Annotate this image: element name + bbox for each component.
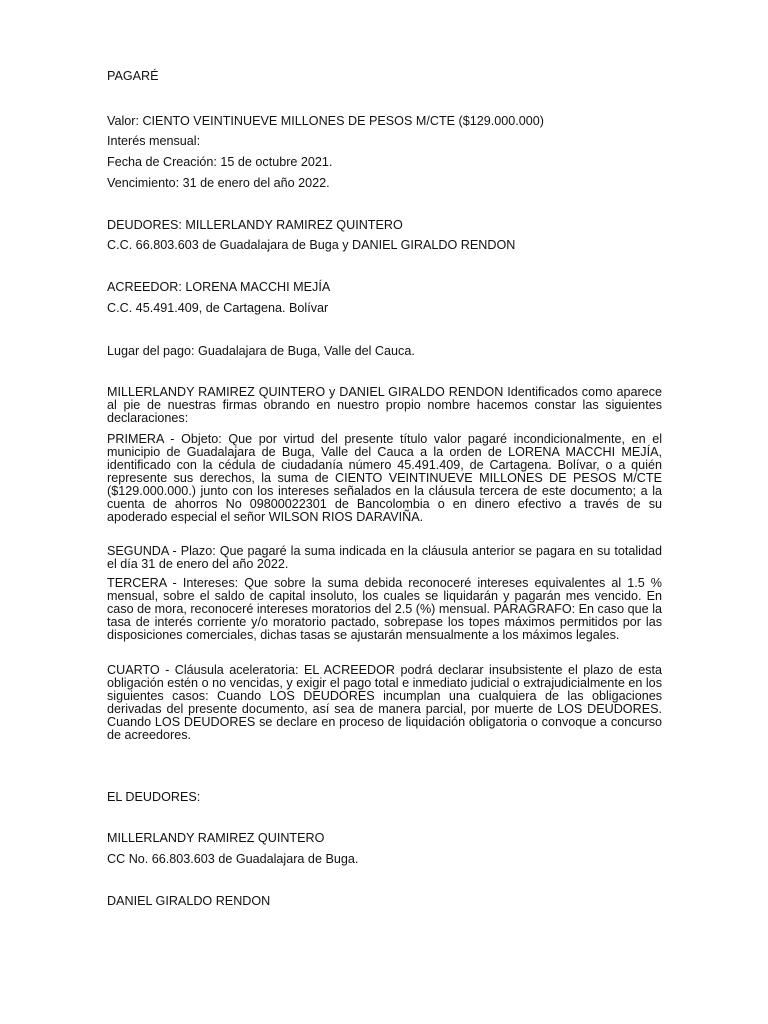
deudores-line: DEUDORES: MILLERLANDY RAMIREZ QUINTERO <box>107 218 403 232</box>
vencimiento-line: Vencimiento: 31 de enero del año 2022. <box>107 176 330 190</box>
clause-segunda: SEGUNDA - Plazo: Que pagaré la suma indicada en la cláusula anterior se pagara en su totalidad el día 31 de enero del año 2022. <box>107 544 662 571</box>
acreedor-line: ACREEDOR: LORENA MACCHI MEJÍA <box>107 280 331 294</box>
clause-tercera: TERCERA - Intereses: Que sobre la suma debida reconoceré intereses equivalentes al 1.5 % mensual, sobre el saldo de capital insoluto, los cuales se liquidarán y pagarán mes vencido. En caso de mora, reconoceré intereses moratorios del 2.5 (%) mensual. PARAGRAFO: En caso que la tasa de interés corriente y/o moratorio pactado, sobrepase los topes máximos permitidos por las disposiciones comerciales, dichas tasas se ajustarán mensualmente a los máximos legales. <box>107 576 662 642</box>
clause-primera: PRIMERA - Objeto: Que por virtud del presente título valor pagaré incondicionalmente, en el municipio de Guadalajara de Buga, Valle del Cauca a la orden de LORENA MACCHI MEJÍA, identificado con la cédula de ciudadanía número 45.491.409, de Cartagena. Bolívar, o a quién represente sus derechos, la suma de CIENTO VEINTINUEVE MILLONES DE PESOS M/CTE ($129.000.000.) junto con los intereses señalados en la cláusula tercera de este documento; a la cuenta de ahorros No 09800022301 de Bancolombia o en dinero efectivo a través de su apoderado especial el señor WILSON RIOS DARAVIÑA. <box>107 432 662 524</box>
signatures-heading: EL DEUDORES: <box>107 790 201 804</box>
deudor2-name: DANIEL GIRALDO RENDON <box>107 894 271 908</box>
deudores-id-line: C.C. 66.803.603 de Guadalajara de Buga y DANIEL GIRALDO RENDON <box>107 238 516 252</box>
fecha-creacion-line: Fecha de Creación: 15 de octubre 2021. <box>107 155 333 169</box>
intro-paragraph: MILLERLANDY RAMIREZ QUINTERO y DANIEL GIRALDO RENDON Identificados como aparece al pie de nuestras firmas obrando en nuestro propio nombre hacemos constar las siguientes declaraciones: <box>107 385 662 425</box>
lugar-pago-line: Lugar del pago: Guadalajara de Buga, Valle del Cauca. <box>107 344 415 358</box>
acreedor-id-line: C.C. 45.491.409, de Cartagena. Bolívar <box>107 301 329 315</box>
clause-cuarto: CUARTO - Cláusula aceleratoria: EL ACREEDOR podrá declarar insubsistente el plazo de esta obligación estén o no vencidas, y exigir el pago total e inmediato judicial o extrajudicialmente en los siguientes casos: Cuando LOS DEUDORES incumplan una cualquiera de las obligaciones derivadas del presente documento, así sea de manera parcial, por muerte de LOS DEUDORES. Cuando LOS DEUDORES se declare en proceso de liquidación obligatoria o convoque a concurso de acreedores. <box>107 663 662 742</box>
valor-line: Valor: CIENTO VEINTINUEVE MILLONES DE PESOS M/CTE ($129.000.000) <box>107 114 544 128</box>
deudor1-id: CC No. 66.803.603 de Guadalajara de Buga. <box>107 852 359 866</box>
deudor1-name: MILLERLANDY RAMIREZ QUINTERO <box>107 831 325 845</box>
interes-line: Interés mensual: <box>107 134 201 148</box>
document-title: PAGARÉ <box>107 69 159 83</box>
